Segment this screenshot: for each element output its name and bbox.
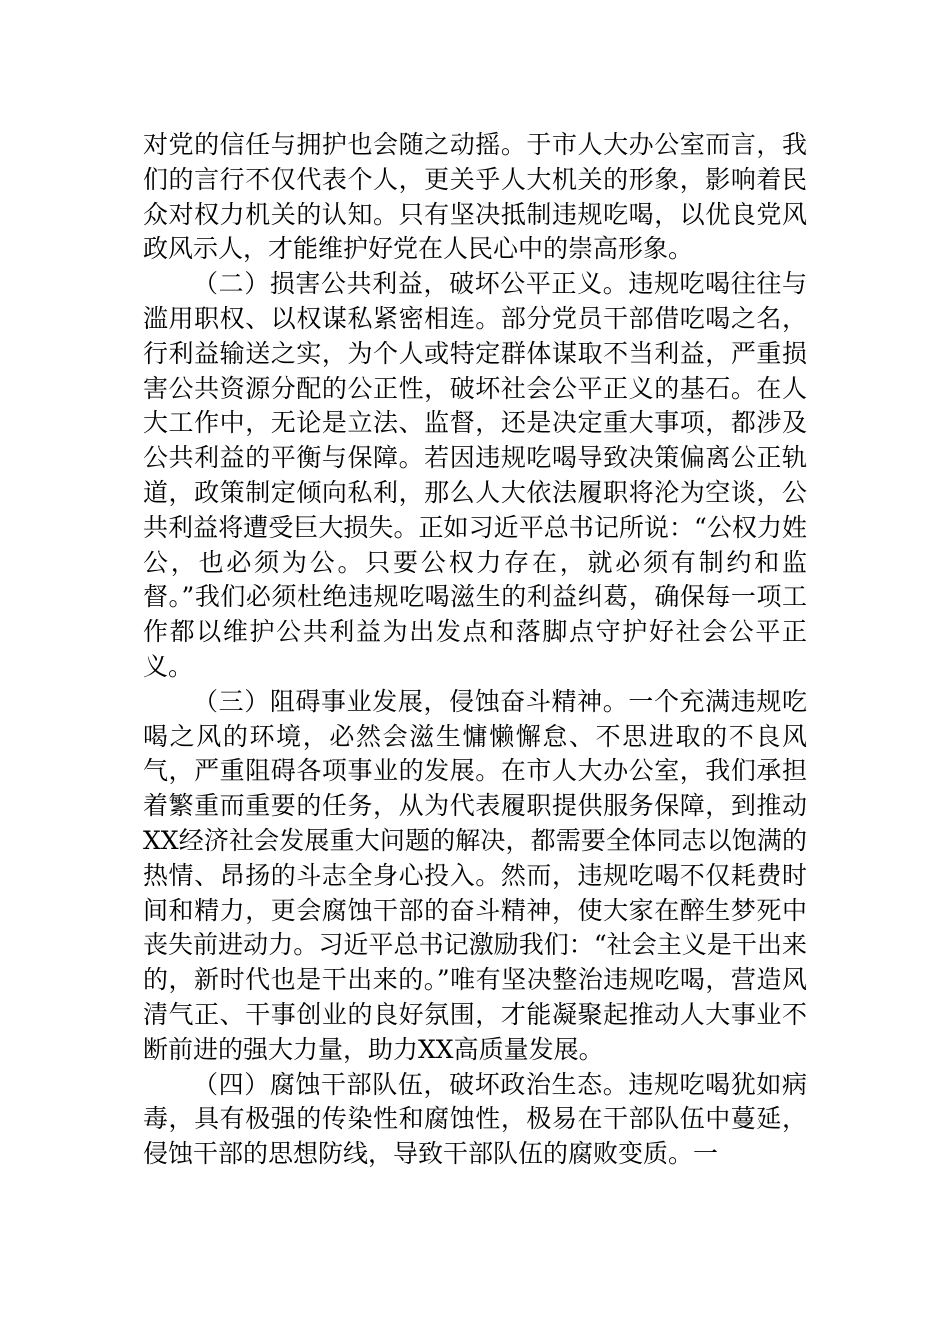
paragraph-section-2: （二）损害公共利益，破坏公平正义。违规吃喝往往与滥用职权、以权谋私紧密相连。部分党员干部借吃喝之名，行利益输送之实，为个人或特定群体谋取不当利益，严重损害公共资源分配的公正性，破坏社会公平正义的基石。在人大工作中，无论是立法、监督，还是决定重大事项，都涉及公共利益的平衡与保障。若因违规吃喝导致决策偏离公正轨道，政策制定倾向私利，那么人大依法履职将沦为空谈，公共利益将遭受巨大损失。正如习近平总书记所说：“公权力姓公，也必须为公。只要公权力存在，就必须有制约和监督。”我们必须杜绝违规吃喝滋生的利益纠葛，确保每一项工作都以维护公共利益为出发点和落脚点守护好社会公平正义。 — [143, 269, 807, 681]
paragraph-section-3: （三）阻碍事业发展，侵蚀奋斗精神。一个充满违规吃喝之风的环境，必然会滋生慵懒懈怠、不思进取的不良风气，严重阻碍各项事业的发展。在市人大办公室，我们承担着繁重而重要的任务，从为代表履职提供服务保障，到推动XX经济社会发展重大问题的解决，都需要全体同志以饱满的热情、昂扬的斗志全身心投入。然而，违规吃喝不仅耗费时间和精力，更会腐蚀干部的奋斗精神，使大家在醉生梦死中丧失前进动力。习近平总书记激励我们：“社会主义是干出来的，新时代也是干出来的。”唯有坚决整治违规吃喝，营造风清气正、干事创业的良好氛围，才能凝聚起推动人大事业不断前进的强大力量，助力XX高质量发展。 — [143, 686, 807, 1064]
paragraph-continuation: 对党的信任与拥护也会随之动摇。于市人大办公室而言，我们的言行不仅代表个人，更关乎人大机关的形象，影响着民众对权力机关的认知。只有坚决抵制违规吃喝，以优良党风政风示人，才能维护好党在人民心中的崇高形象。 — [143, 130, 807, 264]
document-body — [143, 128, 807, 1172]
paragraph-section-4: （四）腐蚀干部队伍，破坏政治生态。违规吃喝犹如病毒，具有极强的传染性和腐蚀性，极易在干部队伍中蔓延，侵蚀干部的思想防线，导致干部队伍的腐败变质。一 — [143, 1069, 807, 1169]
